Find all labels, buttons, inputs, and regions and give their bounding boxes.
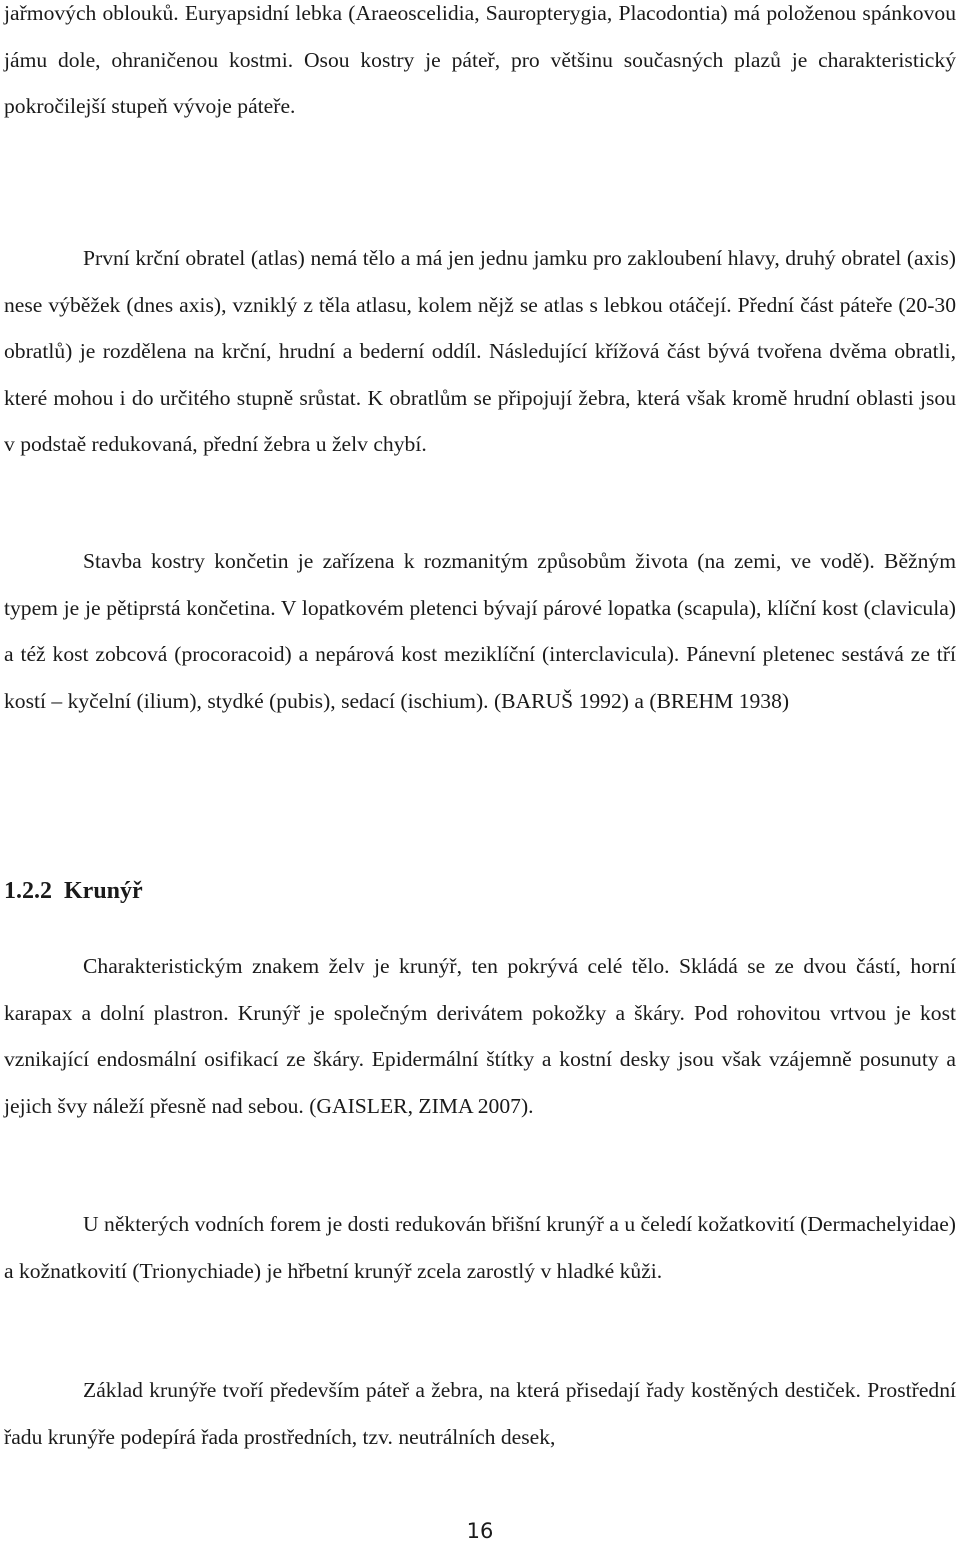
paragraph-shell-structure: Charakteristickým znakem želv je krunýř, ten pokrývá celé tělo. Skládá se ze dvou částí, horní karapax a dolní plastron. Krunýř je společným derivátem pokožky a škáry. Pod rohovitou vrtvou je kost vznikající endosmální osifikací ze škáry. Epidermální štítky a kostní desky jsou však vzájemně posunuty a jejich švy náleží přesně nad sebou. (GAISLER, ZIMA 2007). bbox=[4, 954, 956, 1118]
paragraph-shell-base: Základ krunýře tvoří především páteř a žebra, na která přisedají řady kostěných destiček. Prostřední řadu krunýře podepírá řada prostředních, tzv. neutrálních desek, bbox=[4, 1378, 956, 1449]
paragraph-skull-spine: jařmových oblouků. Euryapsidní lebka (Araeoscelidia, Sauropterygia, Placodontia) má položenou spánkovou jámu dole, ohraničenou kostmi. Osou kostry je páteř, pro většinu současných plazů je charakteristický pokročilejší stupeň vývoje páteře. bbox=[4, 1, 956, 118]
paragraph-limbs: Stavba kostry končetin je zařízena k rozmanitým způsobům života (na zemi, ve vodě). Běžným typem je je pětiprstá končetina. V lopatkovém pletenci bývají párové lopatka (scapula), klíční kost (clavicula) a též kost zobcová (procoracoid) a nepárová kost meziklíční (interclavicula). Pánevní pletenec sestává ze tří kostí – kyčelní (ilium), stydké (pubis), sedací (ischium). (BARUŠ 1992) a (BREHM 1938) bbox=[4, 549, 956, 713]
section-number: 1.2.2 bbox=[4, 878, 52, 904]
paragraph-vertebrae: První krční obratel (atlas) nemá tělo a má jen jednu jamku pro zakloubení hlavy, druhý obratel (axis) nese výběžek (dnes axis), vzniklý z těla atlasu, kolem nějž se atlas s lebkou otáčejí. Přední část páteře (20-30 obratlů) je rozdělena na krční, hrudní a bederní oddíl. Následující křížová část bývá tvořena dvěma obratli, které mohou i do určitého stupně srůstat. K obratlům se připojují žebra, která však kromě hrudní oblasti jsou v podstaě redukovaná, přední žebra u želv chybí. bbox=[4, 246, 956, 456]
section-title: Krunýř bbox=[64, 878, 143, 904]
paragraph-aquatic-forms: U některých vodních forem je dosti redukován břišní krunýř a u čeledí kožatkovití (Dermachelyidae) a kožnatkovití (Trionychiade) je hřbetní krunýř zcela zarostlý v hladké kůži. bbox=[4, 1212, 956, 1283]
page-number: 16 bbox=[466, 1519, 494, 1543]
section-heading bbox=[4, 866, 143, 916]
